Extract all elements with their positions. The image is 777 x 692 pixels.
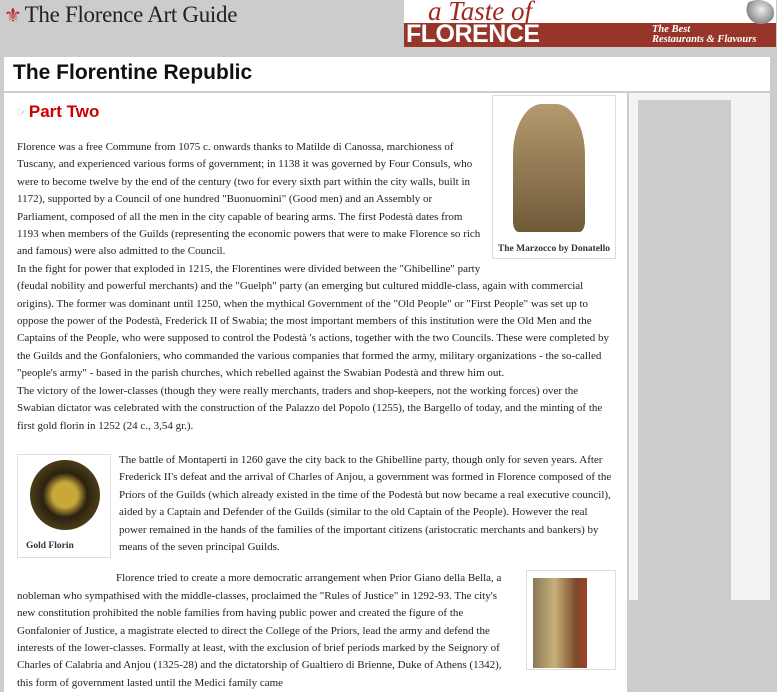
- banner-tagline2: Restaurants & Flavours: [652, 34, 757, 45]
- fleur-de-lis-icon: ⚜: [4, 4, 22, 27]
- banner-line1: a Taste of: [428, 0, 533, 26]
- painting-image: [533, 578, 587, 668]
- title-bar: [4, 57, 770, 91]
- sidebar-ad-placeholder: [638, 100, 731, 600]
- figure-marzocco[interactable]: [492, 95, 616, 259]
- cutlery-icon: [742, 0, 774, 24]
- section-heading: [17, 99, 484, 125]
- figure-caption: Gold Florin: [26, 540, 74, 551]
- main-content: [4, 93, 627, 692]
- site-logo[interactable]: [4, 0, 237, 30]
- figure-caption: The Marzocco by Donatello: [497, 244, 611, 254]
- paragraph: The battle of Montaperti in 1260 gave the city back to the Ghibelline party, though only for seven years. After Frederick II's defeat and the arrival of Charles of Anjou, a government was formed in Florence composed of the Priors of the Guilds (which already existed in the time of the Podestà but now became a real executive council), aided by a Captain and Defender of the Guilds (similar to the old Captain of the People). However the real power remained in the hands of the families of the important citizens (aristocratic merchants and bankers) by means of the seven principal Guilds.: [119, 453, 612, 553]
- paragraph: In the fight for power that exploded in 1215, the Florentines were divided between the "Ghibelline" party (feudal nobility and powerful merchants) and the "Guelph" party (an emerging but cultured middle-class, again with commercial origins). The former was dominant until 1250, when the mythical Government of the "Old People" or "First People" was set up to oppose the power of the Podestà, Frederick II of Swabia; the most important members of this institution were the Old Men and the Captains of the People, who were supposed to control the Podestà 's actions, together with the two Councils. These were completed by the Guilds and the Gonfaloniers, who commanded the various companies that formed the army, military organizations - the so-called "people's army" - based in the parish churches, which rebelled against the Swabian Podestà and threw him out.: [17, 262, 609, 380]
- banner-tagline: [652, 25, 756, 45]
- section-title: Part Two: [28, 102, 100, 121]
- figure-painting[interactable]: [526, 570, 616, 670]
- banner-line2: FLORENCE: [406, 20, 540, 47]
- paragraph: The victory of the lower-classes (though they were really merchants, traders and shop-keepers, not the working forces) over the Swabian dictator was celebrated with the construction of the Palazzo del Popolo (1255), the Bargello of today, and the minting of the first gold florin in 1252 (24 c., 3,54 gr.).: [17, 384, 603, 432]
- figure-gold-florin[interactable]: [17, 454, 111, 558]
- banner-tagline1: The Best: [652, 24, 691, 35]
- marzocco-image: [513, 104, 585, 232]
- restaurant-banner-ad[interactable]: [404, 0, 776, 47]
- paragraph: Florence tried to create a more democratic arrangement when Prior Giano della Bella, a nobleman who sympathised with the middle-classes, proclaimed the "Rules of Justice" in 1292-93. The city's new constitution prohibited the noble families from having public power and created the figure of the Gonfalonier of Justice, a magistrate elected to direct the College of the Priors, lead the army and defend the interests of the lower-classes. Formally at least, with the exclusion of brief periods marked by the Seignory of Charles of Calabria and Anjou (1325-28) and the dictatorship of Gualtiero di Brienne, Duke of Athens (1342), this form of government lasted until the Medici family came: [17, 572, 502, 689]
- pointing-hand-icon: ☞: [17, 106, 27, 119]
- right-sidebar: [629, 93, 770, 600]
- site-title: The Florence Art Guide: [24, 2, 238, 27]
- gold-florin-image: [30, 460, 100, 530]
- page-title: The Florentine Republic: [13, 61, 253, 84]
- paragraph: Florence was a free Commune from 1075 c. onwards thanks to Matilde di Canossa, marchioness of Tuscany, and experienced various forms of government; in 1138 it was governed by Four Consuls, who were to become twelve by the end of the century (two for every sixth part within the city walls, built in 1172), supported by a Council of one hundred "Buonuomini" (Good men) and an Assembly or Parliament, composed of all the men in the city capable of bearing arms. The first Podestà dates from 1193 when members of the Guilds (representing the economic powers that were to make Florence so rich and famous) were also admitted to the Council.: [17, 141, 481, 258]
